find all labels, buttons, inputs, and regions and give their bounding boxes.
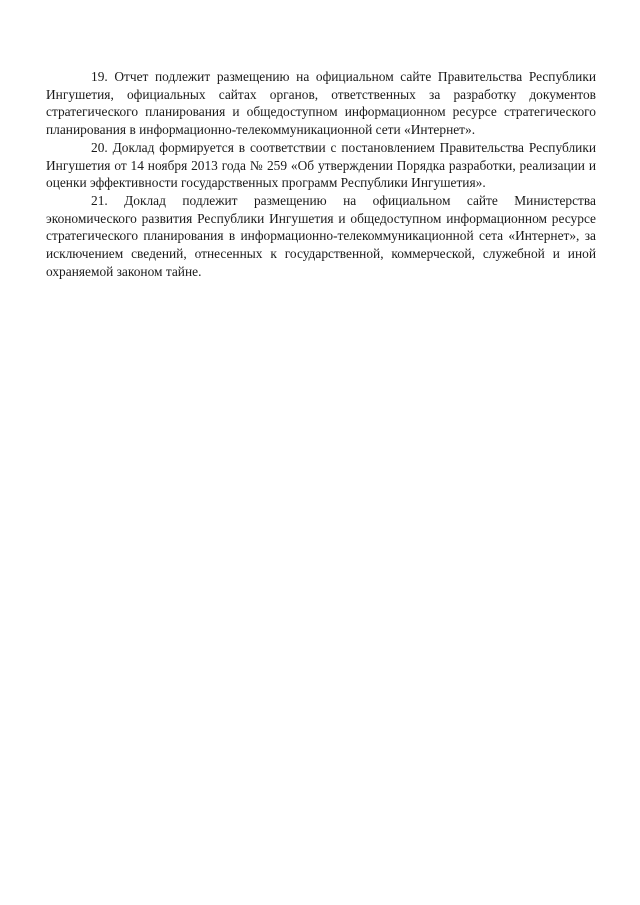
paragraph-20: 20. Доклад формируется в соответствии с постановлением Правительства Республики Ингушетия от 14 ноября 2013 года № 259 «Об утверждении Порядка разработки, реализации и оценки эффективности государственных программ Республики Ингушетия».: [46, 139, 596, 191]
paragraph-21: 21. Доклад подлежит размещению на официальном сайте Министерства экономического развития Республики Ингушетия и общедоступном информационном ресурсе стратегического планирования в информационно-телекоммуникационной сета «Интернет», за исключением сведений, отнесенных к государственной, коммерческой, служебной и иной охраняемой законом тайне.: [46, 192, 596, 279]
document-body: [46, 68, 596, 280]
paragraph-19: 19. Отчет подлежит размещению на официальном сайте Правительства Республики Ингушетия, официальных сайтах органов, ответственных за разработку документов стратегического планирования и общедоступном информационном ресурсе стратегического планирования в информационно-телекоммуникационной сети «Интернет».: [46, 69, 596, 138]
